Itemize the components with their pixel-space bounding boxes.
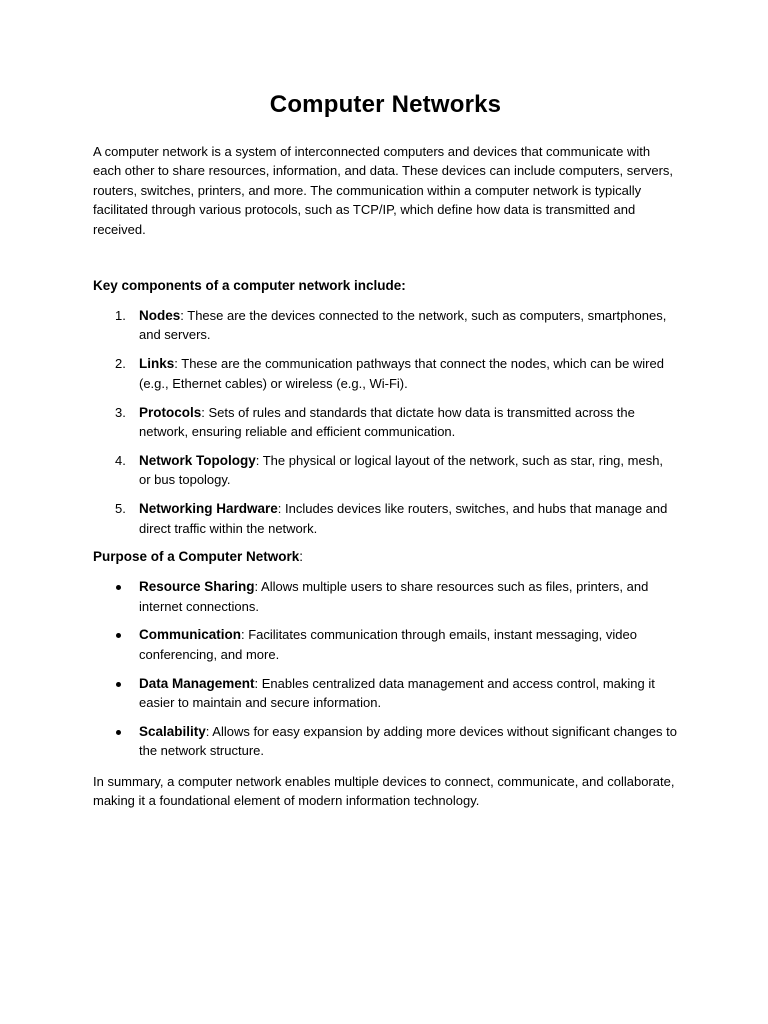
item-term: Links [139, 356, 175, 372]
item-description: : These are the devices connected to the network, such as computers, smartphones, and servers. [139, 308, 667, 343]
bullet-icon [116, 682, 121, 687]
components-list [93, 306, 678, 538]
item-description: : These are the communication pathways that connect the nodes, which can be wired (e.g., Ethernet cables) or wireless (e.g., Wi-Fi). [139, 356, 664, 391]
item-description: : Allows for easy expansion by adding more devices without significant changes to the network structure. [139, 724, 677, 759]
item-description: : Includes devices like routers, switches, and hubs that manage and direct traffic within the network. [139, 501, 668, 536]
list-item [93, 722, 678, 761]
purpose-heading-colon: : [299, 549, 304, 565]
list-item [93, 451, 678, 490]
item-description: : Sets of rules and standards that dictate how data is transmitted across the network, ensuring reliable and efficient communication. [139, 404, 635, 440]
list-item [93, 674, 678, 713]
item-description: : Enables centralized data management and access control, making it easier to maintain and secure information. [139, 675, 655, 711]
list-number: 1. [115, 308, 126, 324]
bullet-icon [116, 730, 121, 735]
purpose-heading-text: Purpose of a Computer Network [93, 549, 300, 565]
item-term: Scalability [139, 724, 206, 740]
list-item [93, 577, 678, 616]
item-term: Nodes [139, 308, 181, 324]
document-page [93, 88, 678, 811]
item-description: : Facilitates communication through emails, instant messaging, video conferencing, and more. [139, 627, 637, 662]
summary-paragraph: In summary, a computer network enables multiple devices to connect, communicate, and collaborate, making it a foundational element of modern information technology. [93, 773, 675, 809]
list-item [93, 403, 678, 442]
components-heading: Key components of a computer network include: [93, 278, 406, 294]
item-term: Networking Hardware [139, 501, 278, 517]
list-number: 3. [115, 404, 126, 420]
item-term: Communication [139, 627, 242, 643]
purpose-list [93, 577, 678, 761]
list-item [93, 354, 678, 393]
list-number: 2. [115, 356, 126, 372]
item-term: Resource Sharing [139, 579, 255, 595]
purpose-heading [93, 547, 678, 567]
list-item [93, 306, 678, 345]
item-description: : The physical or logical layout of the network, such as star, ring, mesh, or bus topology. [139, 452, 664, 488]
list-item [93, 499, 678, 538]
list-number: 4. [115, 452, 126, 468]
item-term: Network Topology [139, 452, 256, 468]
document-title: Computer Networks [269, 91, 502, 118]
list-item [93, 625, 678, 664]
bullet-icon [116, 633, 121, 638]
item-description: : Allows multiple users to share resources such as files, printers, and internet connections. [139, 579, 649, 614]
item-term: Protocols [139, 404, 202, 420]
bullet-icon [116, 585, 121, 590]
item-term: Data Management [139, 675, 255, 691]
list-number: 5. [115, 501, 126, 517]
intro-paragraph: A computer network is a system of interconnected computers and devices that communicate with each other to share resources, information, and data. These devices can include computers, servers, routers, switches, printers, and more. The communication within a computer network is typically facilitated through various protocols, such as TCP/IP, which define how data is transmitted and received. [93, 144, 674, 237]
